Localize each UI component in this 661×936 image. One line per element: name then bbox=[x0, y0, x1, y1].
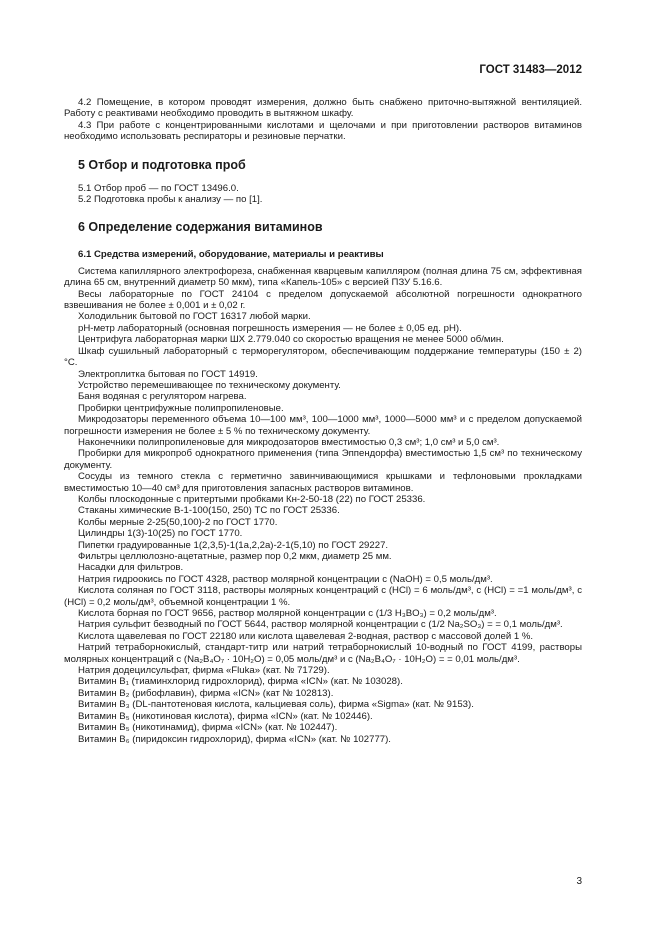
equipment-item: Витамин B₂ (рибофлавин), фирма «ICN» (кат № 102813). bbox=[78, 687, 334, 699]
equipment-item: Натрия додецилсульфат, фирма «Fluka» (кат. № 71729). bbox=[78, 665, 330, 677]
equipment-item: Холодильник бытовой по ГОСТ 16317 любой марки. bbox=[78, 311, 311, 323]
equipment-item: Витамин B₁ (тиаминхлорид гидрохлорид), фирма «ICN» (кат. № 103028). bbox=[78, 676, 403, 688]
equipment-item: Витамин B₅ (никотинамид), фирма «ICN» (кат. № 102447). bbox=[78, 722, 338, 734]
equipment-item: Наконечники полипропиленовые для микродозаторов вместимостью 0,3 см³; 1,0 см³ и 5,0 см³. bbox=[78, 436, 500, 448]
equipment-item: Витамин B₆ (пиридоксин гидрохлорид), фирма «ICN» (кат. № 102777). bbox=[78, 733, 391, 745]
page-number: 3 bbox=[576, 876, 582, 887]
equipment-item: Система капиллярного электрофореза, снабженная кварцевым капилляром (полная длина 75 см, эффективная длина 65 см, внутренний диаметр 50 мкм), типа «Капель-105» с версией ПЗУ 5.16.6. bbox=[64, 265, 582, 289]
equipment-item: Натрия гидроокись по ГОСТ 4328, раствор молярной концентрации c (NaOH) = 0,5 моль/дм³. bbox=[78, 573, 493, 585]
section-6-title: 6 Определение содержания витаминов bbox=[78, 220, 323, 235]
equipment-item: Баня водяная с регулятором нагрева. bbox=[78, 391, 247, 403]
section-5-title: 5 Отбор и подготовка проб bbox=[78, 157, 246, 172]
equipment-item: Насадки для фильтров. bbox=[78, 562, 184, 574]
equipment-item: Цилиндры 1(3)-10(25) по ГОСТ 1770. bbox=[78, 528, 243, 540]
equipment-item: Стаканы химические В-1-100(150, 250) ТС по ГОСТ 25336. bbox=[78, 505, 340, 517]
paragraph-4-2: 4.2 Помещение, в котором проводят измерения, должно быть снабжено приточно-вытяжной вентиляцией. Работу с реактивами необходимо проводить в вытяжном шкафу. bbox=[64, 97, 582, 120]
equipment-item: Шкаф сушильный лабораторный с терморегулятором, обеспечивающим поддержание температуры (150 ± 2) °С. bbox=[64, 345, 582, 369]
equipment-item: Витамин B₃ (DL-пантотеновая кислота, кальциевая соль), фирма «Sigma» (кат. № 9153). bbox=[78, 699, 474, 711]
paragraph-5-2: 5.2 Подготовка пробы к анализу — по [1]. bbox=[78, 194, 263, 206]
equipment-item: рН-метр лабораторный (основная погрешность измерения — не более ± 0,05 ед. рН). bbox=[78, 322, 462, 334]
equipment-item: Сосуды из темного стекла с герметично завинчивающимися крышками и тефлоновыми прокладками вместимостью 10—40 см³ для приготовления запасных растворов витаминов. bbox=[64, 471, 582, 494]
equipment-item: Микродозаторы переменного объема 10—100 мм³, 100—1000 мм³, 1000—5000 мм³ и с пределом допускаемой погрешности измерения не более ± 5 % по техническому документу. bbox=[64, 414, 582, 437]
document-code: ГОСТ 31483—2012 bbox=[479, 64, 582, 76]
equipment-item: Центрифуга лабораторная марки ШХ 2.779.040 со скоростью вращения не менее 5000 об/мин. bbox=[78, 334, 504, 346]
equipment-item: Устройство перемешивающее по техническому документу. bbox=[78, 379, 341, 391]
equipment-item: Весы лабораторные по ГОСТ 24104 с пределом допускаемой абсолютной погрешности однократного взвешивания не более ± 0,001 и ± 0,02 г. bbox=[64, 288, 582, 312]
equipment-item: Фильтры целлюлозно-ацетатные, размер пор 0,2 мкм, диаметр 25 мм. bbox=[78, 551, 392, 562]
equipment-item: Кислота щавелевая по ГОСТ 22180 или кислота щавелевая 2-водная, раствор с массовой долей 1 %. bbox=[78, 630, 534, 642]
equipment-item: Пипетки градуированные 1(2,3,5)-1(1а,2,2а)-2-1(5,10) по ГОСТ 29227. bbox=[78, 539, 389, 551]
equipment-list bbox=[64, 266, 582, 745]
equipment-item: Кислота соляная по ГОСТ 3118, растворы молярных концентраций c (HCl) = 6 моль/дм³, c (HCl) = =1 моль/дм³, c (HCl) = 0,2 моль/дм³, объемной концентрации 1 %. bbox=[64, 585, 582, 608]
subsection-6-1-title: 6.1 Средства измерений, оборудование, материалы и реактивы bbox=[78, 249, 384, 261]
equipment-item: Витамин B₅ (никотиновая кислота), фирма «ICN» (кат. № 102446). bbox=[78, 710, 373, 722]
equipment-item: Натрия сульфит безводный по ГОСТ 5644, раствор молярной концентрации c (1/2 Na₂SO₃) = = 0,1 моль/дм³. bbox=[78, 619, 563, 631]
equipment-item: Электроплитка бытовая по ГОСТ 14919. bbox=[78, 368, 258, 380]
equipment-item: Пробирки для микропроб однократного применения (типа Эппендорфа) вместимостью 1,5 см³ по техническому документу. bbox=[64, 448, 582, 471]
equipment-item: Колбы плоскодонные с притертыми пробками Кн-2-50-18 (22) по ГОСТ 25336. bbox=[78, 493, 426, 505]
equipment-item: Кислота борная по ГОСТ 9656, раствор молярной концентрации c (1/3 H₃BO₃) = 0,2 моль/дм³. bbox=[78, 608, 497, 620]
paragraph-4-3: 4.3 При работе с концентрированными кислотами и щелочами и при приготовлении растворов витаминов необходимо использовать респираторы и резиновые перчатки. bbox=[64, 119, 582, 143]
equipment-item: Пробирки центрифужные полипропиленовые. bbox=[78, 402, 284, 414]
equipment-item: Натрий тетраборнокислый, стандарт-титр или натрий тетраборнокислый 10-водный по ГОСТ 4199, растворы молярных концентраций c (Na₂B₄O₇ · 10H₂O) = 0,05 моль/дм³ и c (Na₂B₄O₇ · 10H₂O) = = 0,01 моль/дм³. bbox=[64, 642, 582, 665]
page-content bbox=[64, 97, 582, 745]
paragraph-5-1: 5.1 Отбор проб — по ГОСТ 13496.0. bbox=[78, 182, 239, 194]
equipment-item: Колбы мерные 2-25(50,100)-2 по ГОСТ 1770. bbox=[78, 516, 278, 528]
